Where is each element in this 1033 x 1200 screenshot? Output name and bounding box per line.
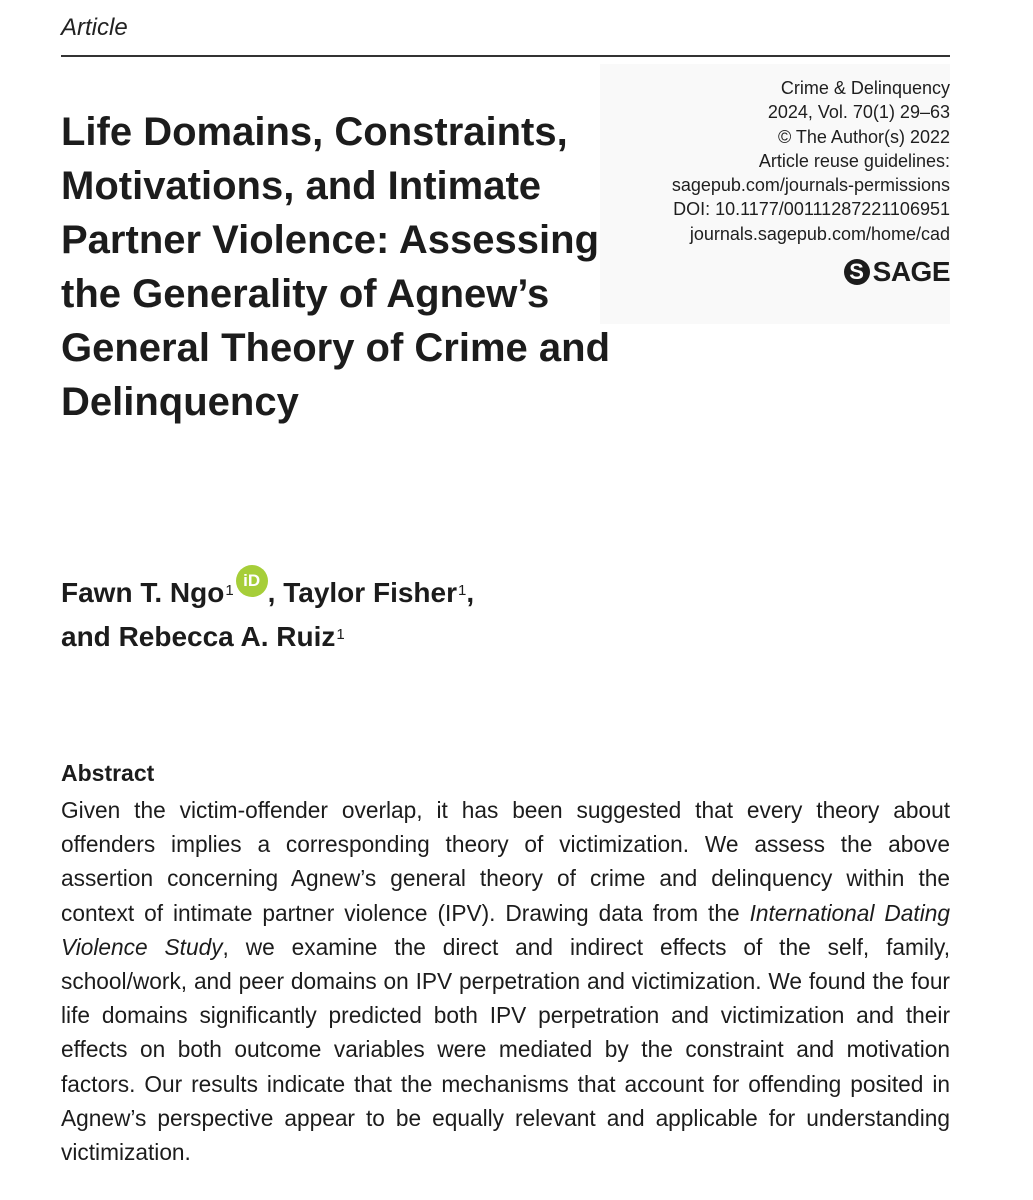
author-name[interactable]: Fawn T. Ngo [61, 577, 225, 608]
reuse-guidelines-label: Article reuse guidelines: [758, 150, 950, 171]
author-separator: , [466, 577, 475, 608]
copyright-notice: © The Author(s) 2022 [777, 126, 950, 147]
affiliation-marker: 1 [336, 626, 345, 643]
study-name: International Dating Violence Study [61, 899, 950, 960]
permissions-link[interactable]: sagepub.com/journals-permissions [671, 175, 950, 196]
author-name[interactable]: Rebecca A. Ruiz [118, 621, 336, 652]
header-divider [61, 55, 950, 57]
sage-logo-icon: S [844, 259, 870, 285]
abstract-text-part: Given the victim-offender overlap, it has been suggested that every theory about offenders implies a corresponding theory of victimization. We assess the above assertion concerning Agnew’s general theory of crime and delinquency within the context of intimate partner violence (IPV). Drawing data from the [61, 797, 950, 926]
journal-volume: 2024, Vol. 70(1) 29–63 [767, 102, 950, 123]
orcid-icon[interactable]: iD [236, 565, 268, 597]
article-title: Life Domains, Constraints, Motivations, and Intimate Partner Violence: Assessing the Generality of Agnew’s General Theory of Crime and Delinquency [61, 110, 611, 424]
affiliation-marker: 1 [458, 582, 467, 599]
abstract-heading: Abstract [61, 760, 155, 786]
journal-homepage-link[interactable]: journals.sagepub.com/home/cad [689, 223, 950, 244]
abstract-text-part: , we examine the direct and indirect effects of the self, family, school/work, and peer domains on IPV perpetration and victimization. We found the four life domains significantly predicted both IPV perpetration and victimization and their effects on both outcome variables were mediated by the constraint and motivation factors. Our results indicate that the mechanisms that account for offending posited in Agnew’s perspective appear to be equally relevant and applicable for understanding victimization. [61, 933, 950, 1166]
doi-link[interactable]: DOI: 10.1177/00111287221106951 [673, 199, 950, 220]
author-separator: , [267, 577, 284, 608]
author-name[interactable]: Taylor Fisher [283, 577, 457, 608]
author-conjunction: and [61, 621, 119, 652]
abstract-text [61, 793, 950, 1169]
journal-meta [672, 76, 950, 246]
sage-logo [844, 256, 950, 288]
sage-logo-text: SAGE [872, 256, 950, 287]
journal-name: Crime & Delinquency [780, 78, 950, 98]
affiliation-marker: 1 [225, 582, 234, 599]
author-list [61, 571, 474, 659]
article-type-label: Article [61, 14, 128, 41]
